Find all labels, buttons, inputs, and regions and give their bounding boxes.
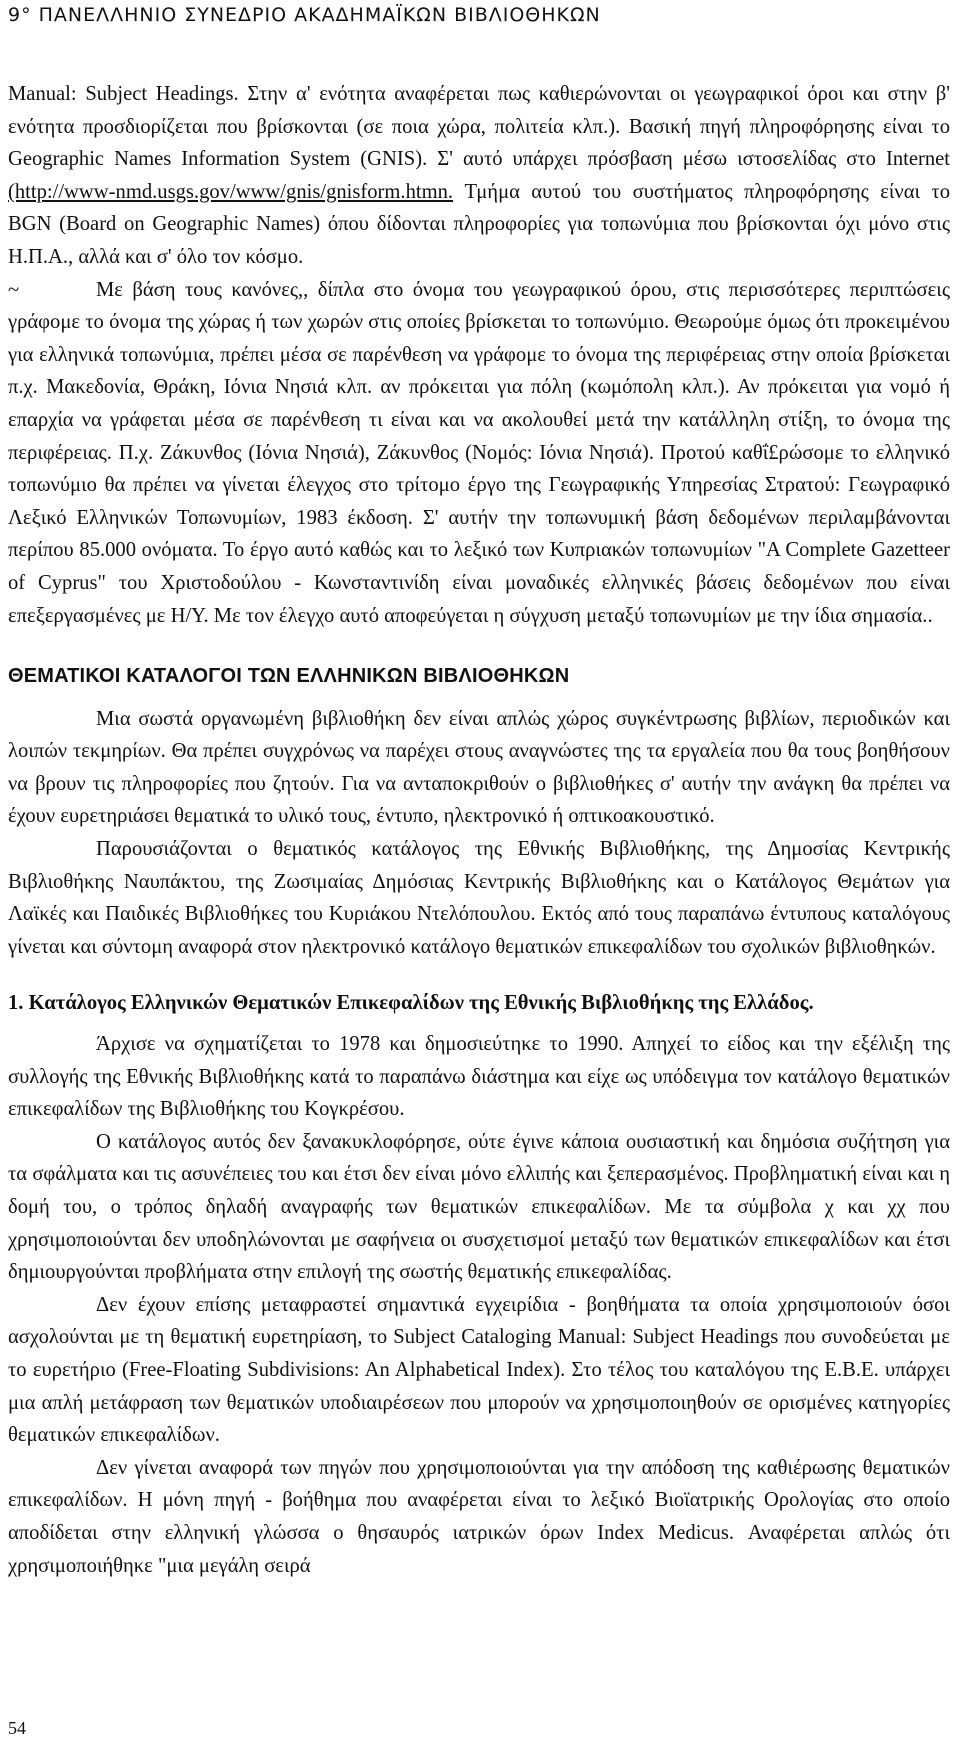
subsection-heading: 1. Κατάλογος Ελληνικών Θεματικών Επικεφαλίδων της Εθνικής Βιβλιοθήκης της Ελλάδος. — [8, 992, 814, 1015]
body-text — [8, 78, 950, 1582]
paragraph-text: Με βάση τους κανόνες,, δίπλα στο όνομα του γεωγραφικού όρου, στις περισσότερες περιπτώσεις γράφομε το όνομα της χώρας ή των χωρών στις οποίες βρίσκεται το τοπωνύμιο. Θεωρούμε όμως ότι προκειμένου για ελληνικά τοπωνύμια, πρέπει μέσα σε παρένθεση να γράφομε το όνομα της περιφέρειας στην οποία βρίσκεται π.χ. Μακεδονία, Θράκη, Ιόνια Νησιά κλπ. αν πρόκειται για πόλη (κωμόπολη κλπ.). Αν πρόκειται για νομό ή επαρχία να γράφεται μέσα σε παρένθεση τι είναι και να ακολουθεί μετά την κατάλληλη στίξη, το όνομα της περιφέρειας. Π.χ. Ζάκυνθος (Ιόνια Νησιά), Ζάκυνθος (Νομός: Ιόνια Νησιά). Προτού καθΐ£ρώσομε το ελληνικό τοπωνύμιο θα πρέπει να γίνεται έλεγχος στο τρίτομο έργο της Γεωγραφικής Υπηρεσίας Στρατού: Γεωγραφικό Λεξικό Ελληνικών Τοπωνυμίων, 1983 έκδοση. Σ' αυτήν την τοπωνυμική βάση δεδομένων περιλαμβάνονται περίπου 85.000 ονόματα. Το έργο αυτό καθώς και το λεξικό των Κυπριακών τοπωνυμίων "A Complete Gazetteer of Cyprus" του Χριστοδούλου - Κωνσταντινίδη είναι μοναδικές ελληνικές βάσεις δεδομένων που είναι επεξεργασμένες με Η/Υ. Με τον έλεγχο αυτό αποφεύγεται η σύγχυση μεταξύ τοπωνυμίων με την ίδια σημασία.. — [8, 278, 950, 627]
section-heading: ΘΕΜΑΤΙΚΟΙ ΚΑΤΑΛΟΓΟΙ ΤΩΝ ΕΛΛΗΝΙΚΩΝ ΒΙΒΛΙΟΘΗΚΩΝ — [8, 665, 570, 688]
page-number: 54 — [8, 1718, 26, 1738]
running-header: 9° ΠΑΝΕΛΛΗΝΙΟ ΣΥΝΕΔΡΙΟ ΑΚΑΔΗΜΑΪΚΩΝ ΒΙΒΛΙΟΘΗΚΩΝ — [8, 4, 601, 26]
paragraph-text: Τμήμα αυτού του συστήματος πληροφόρησης είναι το BGN (Board on Geographic Names) όπου δίδονται πληροφορίες για τοπωνύμια που βρίσκονται όχι μόνο στις Η.Π.Α., αλλά και σ' όλο τον κόσμο. — [8, 180, 950, 268]
paragraph-intro: Μια σωστά οργανωμένη βιβλιοθήκη δεν είναι απλώς χώρος συγκέντρωσης βιβλίων, περιοδικών και λοιπών τεκμηρίων. Θα πρέπει συγχρόνως να παρέχει στους αναγνώστες της τα εργαλεία που θα τους βοηθήσουν να βρουν τις πληροφορίες που ζητούν. Για να ανταποκριθούν ο βιβλιοθήκες σ' αυτήν την ανάγκη θα πρέπει να έχουν ευρετηριάσει θεματικά το υλικό τους, έντυπο, ηλεκτρονικό ή οπτικοακουστικό. — [8, 707, 950, 828]
paragraph-geographic-names — [8, 78, 950, 274]
paragraph-translations: Δεν έχουν επίσης μεταφραστεί σημαντικά εγχειρίδια - βοηθήματα τα οποία χρησιμοποιούν όσοι ασχολούνται με τη θεματική ευρετηρίαση, το Subject Cataloging Manual: Subject Headings που συνοδεύεται με το ευρετήριο (Free-Floating Subdivisions: An Alphabetical Index). Στο τέλος του καταλόγου της Ε.Β.Ε. υπάρχει μια απλή μετάφραση των θεματικών υποδιαιρέσεων που μπορούν να χρησιμοποιηθούν σε ορισμένες κατηγορίες θεματικών επικεφαλίδων. — [8, 1293, 950, 1447]
paragraph-sources: Δεν γίνεται αναφορά των πηγών που χρησιμοποιούνται για την απόδοση της καθιέρωσης θεματικών επικεφαλίδων. Η μόνη πηγή - βοήθημα που αναφέρεται είναι το λεξικό Βιοϊατρικής Ορολογίας στο οποίο αποδίδεται στην ελληνική γλώσσα ο θησαυρός ιατρικών όρων Index Medicus. Αναφέρεται απλώς ότι χρησιμοποιήθηκε "μια μεγάλη σειρά — [8, 1456, 950, 1577]
document-page — [8, 0, 950, 1757]
gnis-link[interactable]: (http://www-nmd.usgs.gov/www/gnis/gnisform.htmn. — [8, 180, 454, 203]
tilde-mark: ~ — [8, 278, 20, 301]
paragraph-text: Manual: Subject Headings. Στην α' ενότητα αναφέρεται πως καθιερώνονται οι γεωγραφικοί όροι και στην β' ενότητα προσδιορίζεται που βρίσκονται (σε ποια χώρα, πολιτεία κλπ.). Βασική πηγή πληροφόρησης είναι το Geographic Names Information System (GNIS). Σ' αυτό υπάρχει πρόσβαση μέσω ιστοσελίδας στο Internet — [8, 83, 950, 171]
paragraph-history: Άρχισε να σχηματίζεται το 1978 και δημοσιεύτηκε το 1990. Απηχεί το είδος και την εξέλιξη της συλλογής της Εθνικής Βιβλιοθήκης κατά το παραπάνω διάστημα και είχε ως υπόδειγμα τον κατάλογο θεματικών επικεφαλίδων της Βιβλιοθήκης του Κογκρέσου. — [8, 1033, 950, 1121]
paragraph-problems: Ο κατάλογος αυτός δεν ξανακυκλοφόρησε, ούτε έγινε κάποια ουσιαστική και δημόσια συζήτηση για τα σφάλματα και τις ασυνέπειες του και έτσι δεν είναι μόνο ελλιπής και ξεπερασμένος. Προβληματική είναι και η δομή του, ο τρόπος δηλαδή αναγραφής των θεματικών επικεφαλίδων. Με τα σύμβολα χ και χχ που χρησιμοποιούνται δεν υποδηλώνονται με σαφήνεια οι συσχετισμοί μεταξύ των θεματικών επικεφαλίδων και έτσι δημιουργούνται προβλήματα στην επιλογή της σωστής θεματικής επικεφαλίδας. — [8, 1130, 950, 1284]
paragraph-catalogs: Παρουσιάζονται ο θεματικός κατάλογος της Εθνικής Βιβλιοθήκης, της Δημοσίας Κεντρικής Βιβλιοθήκης Ναυπάκτου, της Ζωσιμαίας Δημόσιας Κεντρικής Βιβλιοθήκης και ο Κατάλογος Θεμάτων για Λαϊκές και Παιδικές Βιβλιοθήκες του Κυριάκου Ντελόπουλου. Εκτός από τους παραπάνω έντυπους καταλόγους γίνεται και σύντομη αναφορά στον ηλεκτρονικό κατάλογο θεματικών επικεφαλίδων του σχολικών βιβλιοθηκών. — [8, 838, 950, 958]
paragraph-toponym-rules — [8, 274, 950, 633]
